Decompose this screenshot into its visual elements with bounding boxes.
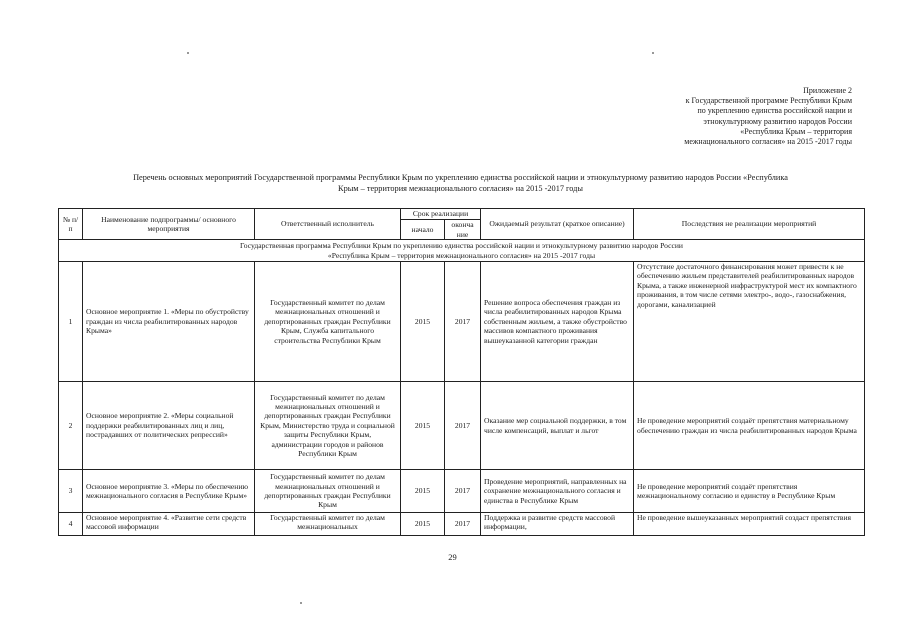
row-consequences: Не проведение мероприятий создаёт препятствия материальному обеспечению граждан из числа реабилитированных народов Крыма [634,382,865,470]
header-end: оконча ние [445,220,481,240]
header-start: начало [401,220,445,240]
row-num: 2 [59,382,83,470]
program-title-line: Государственная программа Республики Крым по укреплению единства российской нации и этнокультурному развитию народов России [240,241,683,251]
title-line: Крым – территория межнационального согласия» на 2015 -2017 годы [338,184,583,193]
header-name: Наименование подпрограммы/ основного мероприятия [83,209,255,240]
header-executor: Ответственный исполнитель [255,209,401,240]
row-end: 2017 [445,513,481,536]
row-start: 2015 [401,382,445,470]
program-title-row [59,240,865,262]
appendix-line: к Государственной программе Республики Крым [685,96,852,106]
row-consequences: Отсутствие достаточного финансирования может привести к не обеспечению жильем представителей реабилитированных народов Крыма, а также инженерной инфраструктурой мест их компактного проживания, в том числе сетями электро-, водо-, газоснабжения, дорогами, канализацией [634,262,865,382]
appendix-line: межнационального согласия» на 2015 -2017 годы [684,137,852,147]
title-line: Перечень основных мероприятий Государственной программы Республики Крым по укреплению единства российской нации и этнокультурному развитию народов России «Республика [133,173,788,182]
table-row [59,470,865,513]
row-executor: Государственный комитет по делам межнациональных отношений и депортированных граждан Республики Крым [255,470,401,513]
appendix-header [684,86,852,147]
header-result: Ожидаемый результат (краткое описание) [481,209,634,240]
table-row [59,262,865,382]
table-row [59,382,865,470]
row-num: 1 [59,262,83,382]
row-name: Основное мероприятие 2. «Меры социальной поддержки реабилитированных лиц и лиц, пострадавших от политических репрессий» [83,382,255,470]
row-result: Решение вопроса обеспечения граждан из числа реабилитированных народов Крыма собственным жильем, а также обустройство массивов компактного проживания вышеуказанной категории граждан [481,262,634,382]
row-start: 2015 [401,513,445,536]
table-row [59,513,865,536]
page-number: 29 [448,552,457,562]
program-title-line: «Республика Крым – территория межнационального согласия» на 2015 -2017 годы [327,250,596,260]
activities-table [58,208,865,536]
row-num: 4 [59,513,83,536]
row-end: 2017 [445,470,481,513]
row-executor: Государственный комитет по делам межнациональных [255,513,401,536]
row-name: Основное мероприятие 4. «Развитие сети средств массовой информации [83,513,255,536]
row-result: Оказание мер социальной поддержки, в том числе компенсаций, выплат и льгот [481,382,634,470]
row-result: Поддержка и развитие средств массовой информации, [481,513,634,536]
row-start: 2015 [401,262,445,382]
row-executor: Государственный комитет по делам межнациональных отношений и депортированных граждан Республики Крым, Министерство труда и социальной защиты Республики Крым, администрации городов и районов Республики Крым [255,382,401,470]
row-result: Проведение мероприятий, направленных на сохранение межнационального согласия и единства в Республике Крым [481,470,634,513]
appendix-line: этнокультурному развитию народов России [703,116,852,126]
row-end: 2017 [445,262,481,382]
row-executor: Государственный комитет по делам межнациональных отношений и депортированных граждан Республики Крым, Служба капитального строительства Республики Крым [255,262,401,382]
row-num: 3 [59,470,83,513]
scan-speck [300,602,302,604]
row-consequences: Не проведение мероприятий создаёт препятствия межнациональному согласию и единству в Республике Крым [634,470,865,513]
row-consequences: Не проведение вышеуказанных мероприятий создаст препятствия [634,513,865,536]
row-name: Основное мероприятие 3. «Меры по обеспечению межнационального согласия в Республике Крым» [83,470,255,513]
row-end: 2017 [445,382,481,470]
row-start: 2015 [401,470,445,513]
appendix-line: по укреплению единства российской нации и [697,106,852,116]
scan-speck [652,52,654,54]
header-period: Срок реализации [401,209,481,220]
scan-speck [187,52,189,54]
document-title [58,172,863,194]
appendix-line: «Республика Крым – территория [740,126,852,136]
header-num: № п/п [59,209,83,240]
appendix-line: Приложение 2 [803,86,852,95]
row-name: Основное мероприятие 1. «Меры по обустройству граждан из числа реабилитированных народов Крыма» [83,262,255,382]
header-consequences: Последствия не реализации мероприятий [634,209,865,240]
